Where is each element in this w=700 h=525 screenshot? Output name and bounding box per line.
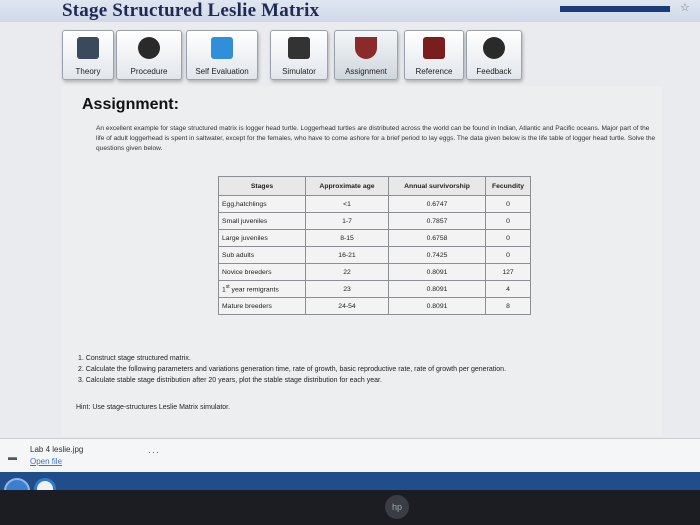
bookmark-star-icon[interactable]: ☆: [680, 2, 690, 14]
survivorship-cell: 0.6758: [389, 230, 486, 247]
shield-icon: [355, 37, 377, 59]
tab-label: Procedure: [130, 67, 168, 76]
stage-rest: year remigrants: [229, 286, 279, 294]
stage-cell: Small juveniles: [219, 213, 306, 230]
fecundity-cell: 0: [486, 247, 531, 264]
tab-theory[interactable]: [62, 30, 114, 80]
fecundity-cell: 8: [486, 298, 531, 315]
tab-feedback[interactable]: [466, 30, 522, 80]
stage-ordinal-suffix: st: [225, 284, 230, 291]
tab-label: Self Evaluation: [195, 67, 249, 76]
table-row: [219, 264, 531, 281]
tab-label: Feedback: [476, 67, 512, 76]
life-table: [218, 176, 531, 315]
tab-self-evaluation[interactable]: [186, 30, 258, 80]
table-row: [219, 213, 531, 230]
tab-label: Assignment: [345, 67, 387, 76]
survivorship-cell: 0.8091: [389, 298, 486, 315]
pen-icon: [77, 37, 99, 59]
fecundity-cell: 0: [486, 230, 531, 247]
stage-cell: Egg,hatchlings: [219, 196, 306, 213]
stage-cell: Large juveniles: [219, 230, 306, 247]
file-icon: ▬: [8, 452, 17, 462]
header-survivorship: Annual survivorship: [389, 177, 486, 196]
table-row: [219, 247, 531, 264]
stage-cell: Mature breeders: [219, 298, 306, 315]
assignment-intro: An excellent example for stage structured matrix is logger head turtle. Loggerhead turtles are distributed across the world can be found in Indian, Atlantic and Pacific oceans. Major part of the life of adult loggerhead is spent in saltwater, except for the females, who have to come ashore for a brief period to lay eggs. The data given below is the life table of logger head turtle. Solve the questions given below.: [96, 125, 656, 152]
screen-icon: [288, 37, 310, 59]
header-age: Approximate age: [306, 177, 389, 196]
assignment-heading: Assignment:: [82, 96, 179, 113]
more-options-icon[interactable]: ···: [148, 447, 160, 457]
fecundity-cell: 0: [486, 196, 531, 213]
header-fecundity: Fecundity: [486, 177, 531, 196]
monitor-icon: [211, 37, 233, 59]
table-row: [219, 298, 531, 315]
age-cell: <1: [306, 196, 389, 213]
stage-cell: [219, 281, 306, 298]
age-cell: 16-21: [306, 247, 389, 264]
stage-number: 1: [222, 286, 226, 294]
tab-simulator[interactable]: [270, 30, 328, 80]
books-icon: [423, 37, 445, 59]
download-file-name[interactable]: Lab 4 leslie.jpg: [30, 445, 84, 454]
fecundity-cell: 0: [486, 213, 531, 230]
table-header-row: [219, 177, 531, 196]
hp-logo: hp: [385, 495, 409, 519]
tab-assignment[interactable]: [334, 30, 398, 80]
stage-cell: Novice breeders: [219, 264, 306, 281]
question-item: 3. Calculate stable stage distribution after 20 years, plot the stable stage distribution for each year.: [78, 377, 382, 384]
tab-label: Simulator: [282, 67, 316, 76]
feedback-icon: [483, 37, 505, 59]
hint-text: Hint: Use stage-structures Leslie Matrix simulator.: [76, 404, 231, 411]
page-title: Stage Structured Leslie Matrix: [62, 0, 320, 21]
fecundity-cell: 4: [486, 281, 531, 298]
tab-label: Reference: [415, 67, 453, 76]
header-accent-bar: [560, 6, 670, 12]
age-cell: 8-15: [306, 230, 389, 247]
table-row: [219, 196, 531, 213]
survivorship-cell: 0.6747: [389, 196, 486, 213]
age-cell: 22: [306, 264, 389, 281]
question-item: 1. Construct stage structured matrix.: [78, 355, 191, 362]
survivorship-cell: 0.7857: [389, 213, 486, 230]
tab-reference[interactable]: [404, 30, 464, 80]
stage-cell: Sub adults: [219, 247, 306, 264]
age-cell: 24-54: [306, 298, 389, 315]
table-row: [219, 281, 531, 298]
tab-bar: [62, 30, 522, 82]
age-cell: 23: [306, 281, 389, 298]
age-cell: 1-7: [306, 213, 389, 230]
download-bar: [0, 438, 700, 473]
survivorship-cell: 0.8091: [389, 281, 486, 298]
question-item: 2. Calculate the following parameters and variations generation time, rate of growth, basic reproductive rate, rate of growth per generation.: [78, 366, 507, 373]
tab-procedure[interactable]: [116, 30, 182, 80]
monitor-bezel: [0, 490, 700, 525]
survivorship-cell: 0.7425: [389, 247, 486, 264]
survivorship-cell: 0.8091: [389, 264, 486, 281]
taskbar: [0, 472, 700, 490]
header-stages: Stages: [219, 177, 306, 196]
table-row: [219, 230, 531, 247]
tab-label: Theory: [75, 67, 101, 76]
question-list: [78, 353, 506, 386]
gears-icon: [138, 37, 160, 59]
fecundity-cell: 127: [486, 264, 531, 281]
open-file-link[interactable]: Open file: [30, 457, 63, 466]
assignment-panel: [62, 86, 662, 436]
